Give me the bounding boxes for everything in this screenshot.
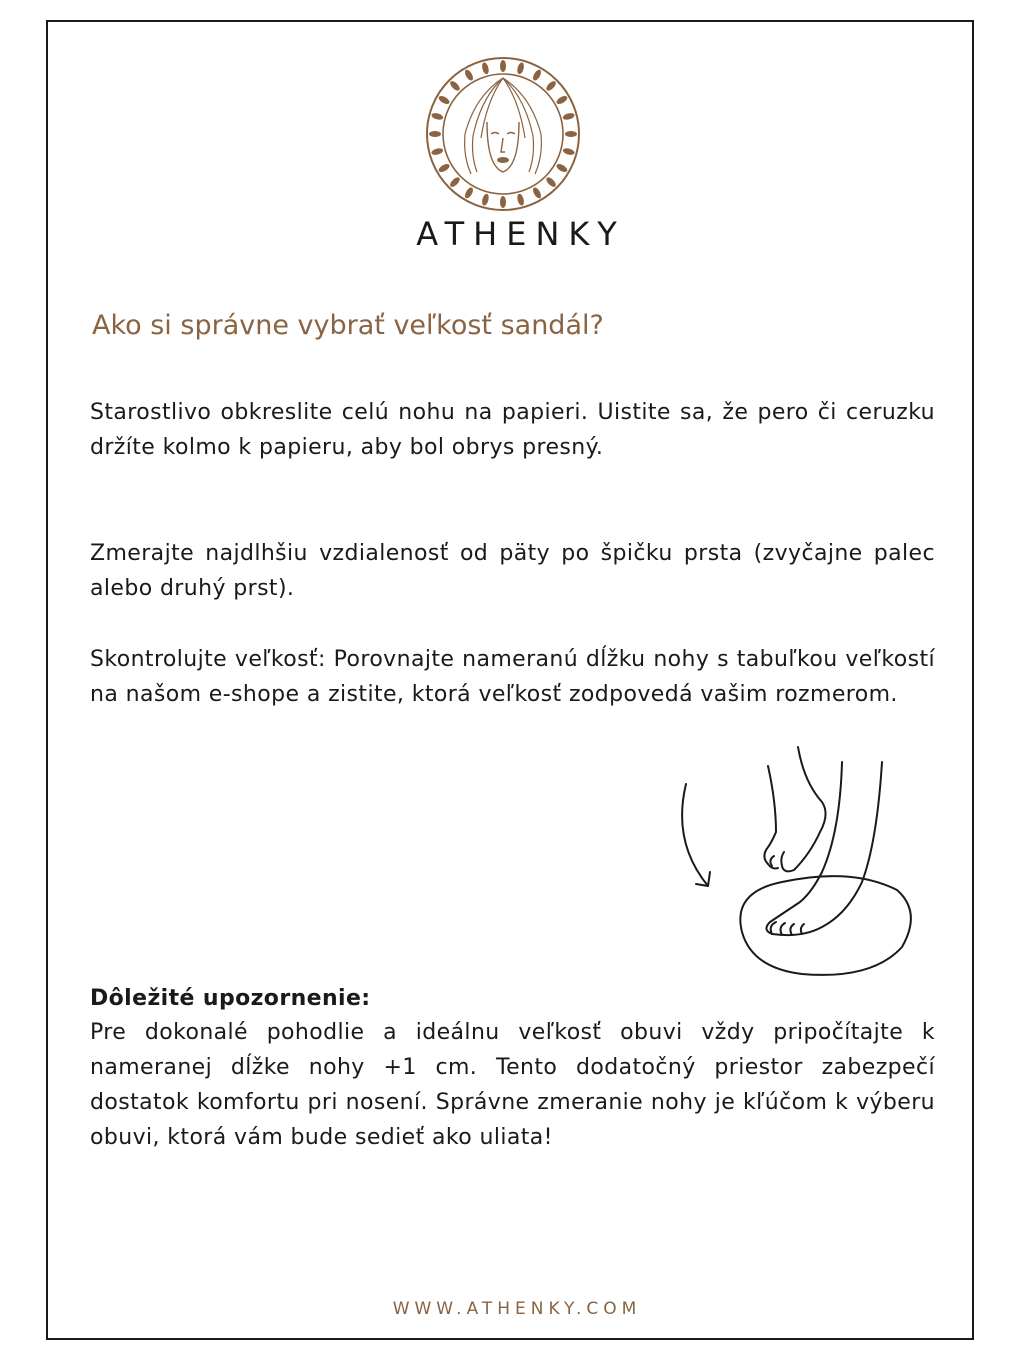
step-check-size: Skontrolujte veľkosť: Porovnajte nameranú dĺžku nohy s tabuľkou veľkostí na našom e-shope a zistite, ktorá veľkosť zodpovedá vašim rozmerom. bbox=[90, 647, 935, 707]
notice-title: Dôležité upozornenie: bbox=[90, 986, 371, 1011]
page-title: Ako si správne vybrať veľkosť sandál? bbox=[92, 310, 604, 341]
website-url[interactable]: WWW.ATHENKY.COM bbox=[392, 1299, 642, 1319]
foot-on-paper-illustration-icon bbox=[672, 742, 922, 982]
step-measure-length: Zmerajte najdlhšiu vzdialenosť od päty po špičku prsta (zvyčajne palec alebo druhý prst). bbox=[90, 541, 935, 601]
brand-name: ATHENKY bbox=[416, 215, 626, 253]
goddess-wreath-logo-icon bbox=[425, 56, 581, 212]
notice-text: Pre dokonalé pohodlie a ideálnu veľkosť obuvi vždy pripočítajte k nameranej dĺžke nohy +1 cm. Tento dodatočný priestor zabezpečí dostatok komfortu pri nosení. Správne zmeranie nohy je kľúčom k výberu obuvi, ktorá vám bude sedieť ako uliata! bbox=[90, 1020, 935, 1150]
step-trace-foot: Starostlivo obkreslite celú nohu na papieri. Uistite sa, že pero či ceruzku držíte kolmo k papieru, aby bol obrys presný. bbox=[90, 400, 935, 460]
